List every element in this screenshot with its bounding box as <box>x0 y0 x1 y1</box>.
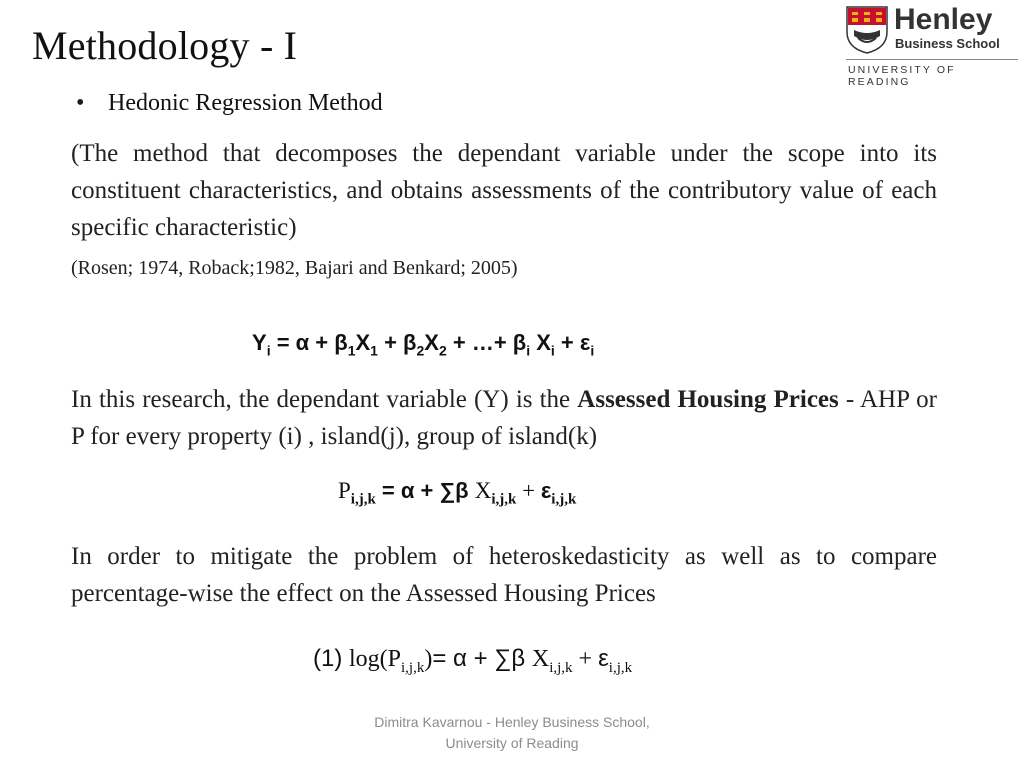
equation-2: $P_{i,j,k} = \alpha + \sum\beta$ $X_{i,j,k} + \varepsilon_{i,j,k}$ <box>338 478 577 508</box>
logo-brand: Henley <box>894 3 993 36</box>
heteroskedasticity-description: In order to mitigate the problem of heteroskedasticity as well as to compare percentage-wise the effect on the Assessed Housing Prices <box>71 543 937 607</box>
footer-line-2: University of Reading <box>445 735 579 751</box>
henley-logo <box>846 3 1018 88</box>
shield-icon <box>846 6 888 54</box>
method-description: (The method that decomposes the dependant variable under the scope into its constituent characteristics, and obtains assessments of the contributory value of each specific characteristic) <box>71 140 937 241</box>
research-description: In this research, the dependant variable (Y) is the Assessed Housing Prices - AHP or P for every property (i) , island(j), group of island(k) <box>71 386 937 450</box>
logo-divider <box>846 59 1018 60</box>
slide-footer <box>312 712 712 754</box>
logo-sub: Business School <box>895 36 1000 51</box>
bullet-heading: Hedonic Regression Method <box>108 90 383 116</box>
citation: (Rosen; 1974, Roback;1982, Bajari and Benkard; 2005) <box>71 257 518 279</box>
logo-university: UNIVERSITY OF READING <box>848 64 956 88</box>
equation-1: $Y_i = \alpha + \beta_1X_1 + \beta_2X_2$ + …+ $\beta_i$ $X_i + \varepsilon_i$ <box>252 330 595 359</box>
equation-3: (1) $\log(P_{i,j,k})= \alpha + \sum\beta$ $X_{i,j,k} + \varepsilon_{i,j,k}$ <box>313 645 633 676</box>
slide-title: Methodology - I <box>32 23 298 68</box>
footer-line-1: Dimitra Kavarnou - Henley Business School, <box>374 714 650 730</box>
bullet-dot: • <box>76 90 85 116</box>
